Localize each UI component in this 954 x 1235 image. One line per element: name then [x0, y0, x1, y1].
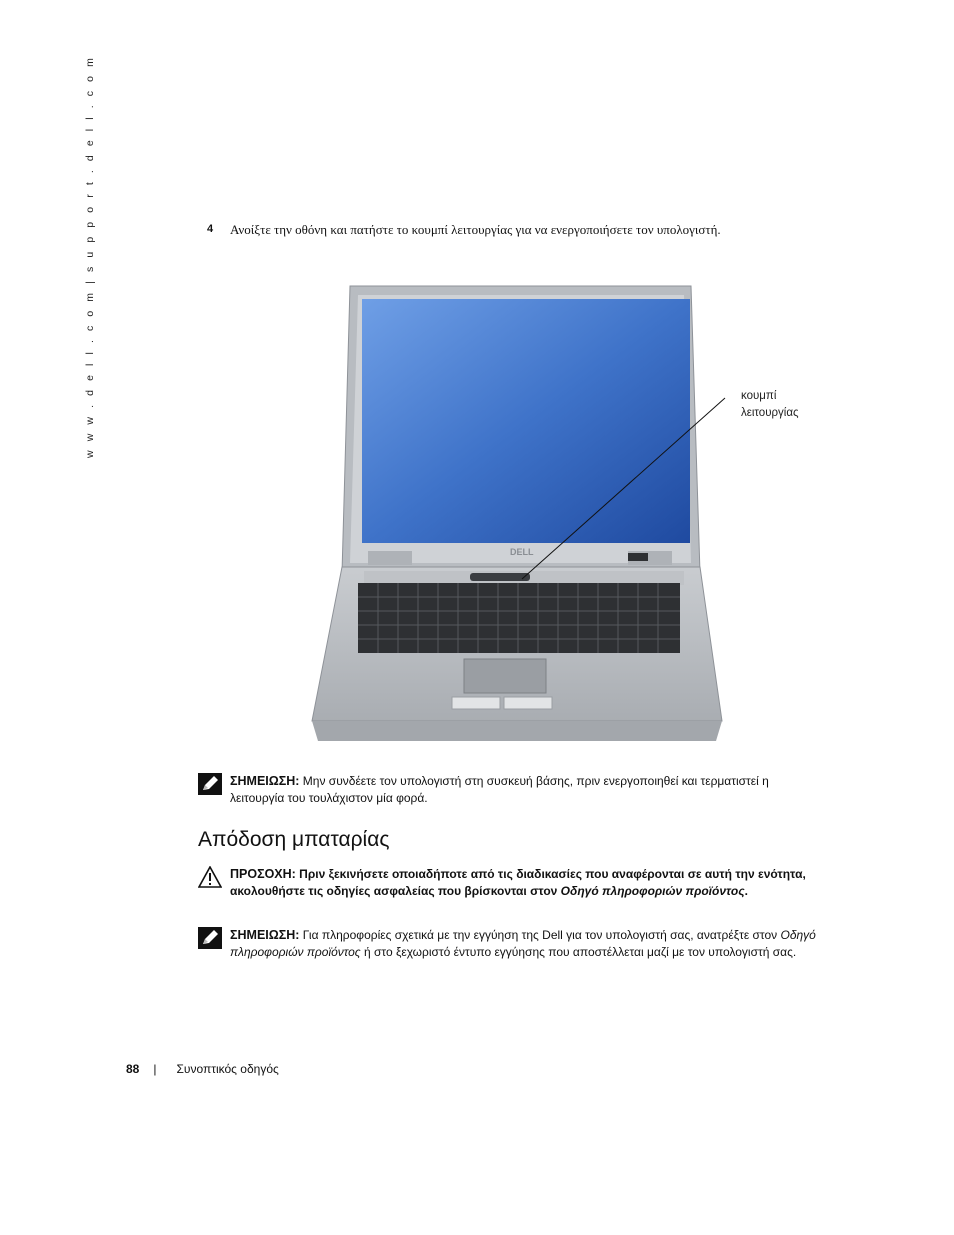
- note-guide-title: Οδηγό πληροφοριών προϊόντος: [230, 928, 816, 959]
- note-end: ή στο ξεχωριστό έντυπο εγγύησης που αποστέλλεται μαζί με τον υπολογιστή σας.: [360, 945, 797, 959]
- note-body: [230, 773, 820, 807]
- page-footer: [126, 1062, 279, 1076]
- caution-guide-title: Οδηγό πληροφοριών προϊόντος: [560, 884, 745, 898]
- note-label: ΣΗΜΕΙΩΣΗ:: [230, 928, 300, 942]
- note-body: [230, 927, 820, 961]
- laptop-illustration: [308, 283, 808, 745]
- section-heading: Απόδοση μπαταρίας: [198, 828, 390, 851]
- warning-triangle-icon: [198, 866, 222, 888]
- callout-line2: λειτουργίας: [741, 407, 799, 419]
- note-text: Μην συνδέετε τον υπολογιστή στη συσκευή βάσης, πριν ενεργοποιηθεί και τερματιστεί η λειτουργία του τουλάχιστον μία φορά.: [230, 774, 769, 805]
- keyboard: [358, 583, 680, 653]
- step-number: 4: [207, 223, 214, 235]
- touchpad: [464, 659, 546, 693]
- footer-title: Συνοπτικός οδηγός: [176, 1062, 279, 1076]
- power-button: [470, 573, 530, 581]
- side-url: w w w . d e l l . c o m | s u p p o r t . d e l l . c o m: [84, 55, 96, 458]
- note-text: Για πληροφορίες σχετικά με την εγγύηση της Dell για τον υπολογιστή σας, ανατρέξτε στον: [299, 928, 781, 942]
- caution-end: .: [744, 884, 748, 898]
- screen: [362, 299, 690, 543]
- step-text: Ανοίξτε την οθόνη και πατήστε το κουμπί λειτουργίας για να ενεργοποιήσετε τον υπολογιστή.: [230, 222, 721, 237]
- callout-line1: κουμπί: [741, 390, 777, 402]
- note-label: ΣΗΜΕΙΩΣΗ:: [230, 774, 300, 788]
- note-pencil-icon: [198, 773, 222, 795]
- callout-power-button: [741, 388, 799, 422]
- dell-logo: DELL: [510, 547, 534, 557]
- caution-text: Πριν ξεκινήσετε οποιαδήποτε από τις διαδικασίες που αναφέρονται σε αυτή την ενότητα, ακολουθήστε τις οδηγίες ασφαλείας που βρίσκονται στον: [230, 867, 806, 898]
- caution-label: ΠΡΟΣΟΧΗ:: [230, 867, 296, 881]
- caution-body: [230, 866, 820, 900]
- footer-separator: |: [153, 1062, 157, 1076]
- page-number: 88: [126, 1062, 140, 1076]
- laptop-figure: [308, 283, 808, 745]
- note-pencil-icon: [198, 927, 222, 949]
